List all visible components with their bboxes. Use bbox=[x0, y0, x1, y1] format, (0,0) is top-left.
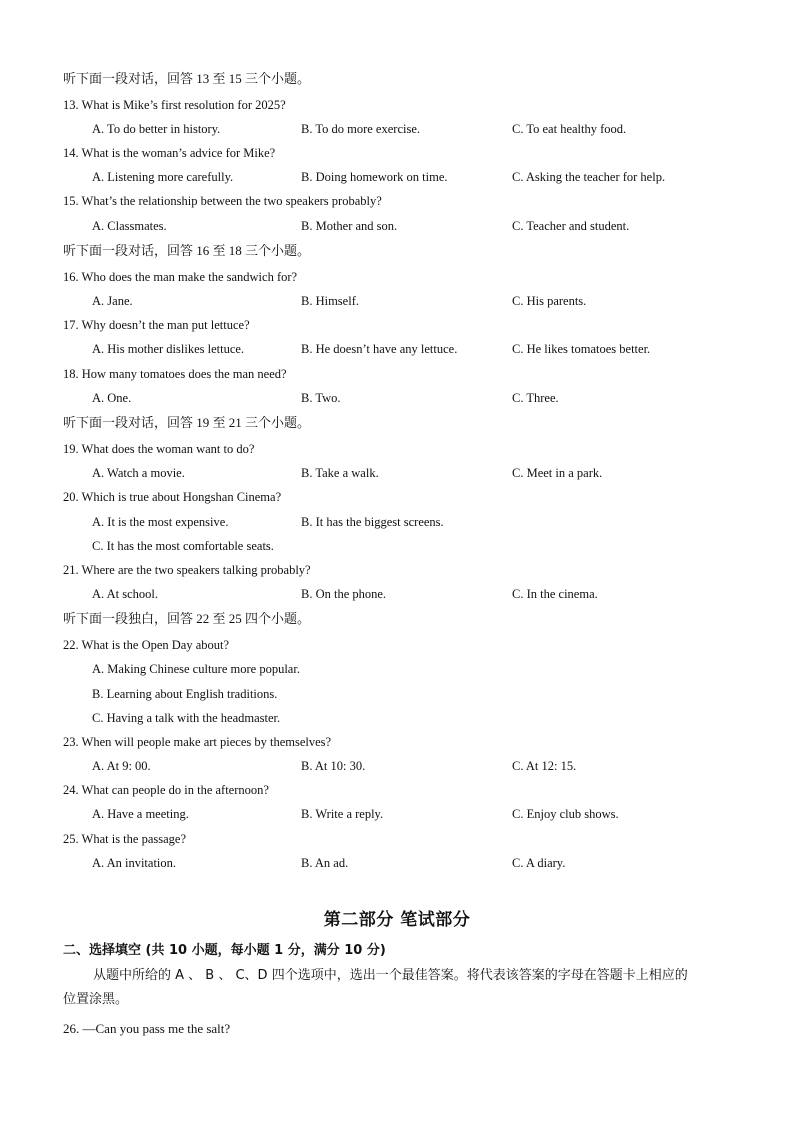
option-22-c: C. Having a talk with the headmaster. bbox=[92, 711, 281, 725]
question-26: 26. —Can you pass me the salt? bbox=[63, 1021, 231, 1036]
section-two-title: 二、选择填空 (共 10 小题，每小题 1 分，满分 10 分) bbox=[63, 943, 386, 958]
option-18-b: B. Two. bbox=[301, 391, 341, 405]
question-22: 22. What is the Open Day about? bbox=[63, 638, 230, 652]
option-13-c: C. To eat healthy food. bbox=[512, 122, 627, 136]
section-heading: 听下面一段独白，回答 22 至 25 四个小题。 bbox=[63, 611, 311, 626]
option-23-c: C. At 12: 15. bbox=[512, 759, 577, 773]
section-heading: 听下面一段对话，回答 13 至 15 三个小题。 bbox=[63, 71, 311, 86]
option-25-b: B. An ad. bbox=[301, 856, 349, 870]
option-25-a: A. An invitation. bbox=[92, 856, 177, 870]
question-24: 24. What can people do in the afternoon? bbox=[63, 783, 269, 797]
question-14: 14. What is the woman’s advice for Mike? bbox=[63, 146, 276, 160]
option-22-a: A. Making Chinese culture more popular. bbox=[92, 662, 300, 676]
question-16: 16. Who does the man make the sandwich for? bbox=[63, 270, 298, 284]
instruction-line-1: 从题中所给的 A 、 B 、 C、D 四个选项中，选出一个最佳答案。将代表该答案的字母在答题卡上相应的 bbox=[93, 968, 688, 983]
instructions bbox=[63, 964, 733, 1012]
question-19: 19. What does the woman want to do? bbox=[63, 442, 255, 456]
option-18-a: A. One. bbox=[92, 391, 132, 405]
option-20-b: B. It has the biggest screens. bbox=[301, 515, 444, 529]
part-two-title: 第二部分 笔试部分 bbox=[323, 910, 471, 930]
option-14-a: A. Listening more carefully. bbox=[92, 170, 234, 184]
option-22-b: B. Learning about English traditions. bbox=[92, 687, 278, 701]
option-20-a: A. It is the most expensive. bbox=[92, 515, 229, 529]
option-24-c: C. Enjoy club shows. bbox=[512, 807, 619, 821]
option-23-a: A. At 9: 00. bbox=[92, 759, 151, 773]
option-23-b: B. At 10: 30. bbox=[301, 759, 366, 773]
option-13-a: A. To do better in history. bbox=[92, 122, 221, 136]
option-20-c: C. It has the most comfortable seats. bbox=[92, 539, 274, 553]
option-24-a: A. Have a meeting. bbox=[92, 807, 189, 821]
option-13-b: B. To do more exercise. bbox=[301, 122, 421, 136]
option-25-c: C. A diary. bbox=[512, 856, 566, 870]
option-21-a: A. At school. bbox=[92, 587, 158, 601]
section-heading: 听下面一段对话，回答 19 至 21 三个小题。 bbox=[63, 415, 311, 430]
option-19-b: B. Take a walk. bbox=[301, 466, 379, 480]
option-18-c: C. Three. bbox=[512, 391, 559, 405]
option-16-a: A. Jane. bbox=[92, 294, 133, 308]
question-17: 17. Why doesn’t the man put lettuce? bbox=[63, 318, 250, 332]
option-17-a: A. His mother dislikes lettuce. bbox=[92, 342, 245, 356]
option-16-b: B. Himself. bbox=[301, 294, 359, 308]
question-13: 13. What is Mike’s first resolution for 2025? bbox=[63, 98, 286, 112]
question-15: 15. What’s the relationship between the two speakers probably? bbox=[63, 194, 382, 208]
option-14-b: B. Doing homework on time. bbox=[301, 170, 448, 184]
question-25: 25. What is the passage? bbox=[63, 832, 186, 846]
option-14-c: C. Asking the teacher for help. bbox=[512, 170, 666, 184]
instruction-line-2: 位置涂黑。 bbox=[63, 992, 129, 1007]
option-19-c: C. Meet in a park. bbox=[512, 466, 603, 480]
option-24-b: B. Write a reply. bbox=[301, 807, 384, 821]
option-15-a: A. Classmates. bbox=[92, 219, 167, 233]
option-15-b: B. Mother and son. bbox=[301, 219, 398, 233]
option-15-c: C. Teacher and student. bbox=[512, 219, 630, 233]
option-21-b: B. On the phone. bbox=[301, 587, 387, 601]
option-21-c: C. In the cinema. bbox=[512, 587, 598, 601]
option-19-a: A. Watch a movie. bbox=[92, 466, 185, 480]
question-18: 18. How many tomatoes does the man need? bbox=[63, 367, 287, 381]
option-17-c: C. He likes tomatoes better. bbox=[512, 342, 651, 356]
section-heading: 听下面一段对话，回答 16 至 18 三个小题。 bbox=[63, 243, 311, 258]
question-23: 23. When will people make art pieces by themselves? bbox=[63, 735, 332, 749]
option-17-b: B. He doesn’t have any lettuce. bbox=[301, 342, 458, 356]
question-21: 21. Where are the two speakers talking probably? bbox=[63, 563, 311, 577]
question-20: 20. Which is true about Hongshan Cinema? bbox=[63, 490, 282, 504]
option-16-c: C. His parents. bbox=[512, 294, 587, 308]
